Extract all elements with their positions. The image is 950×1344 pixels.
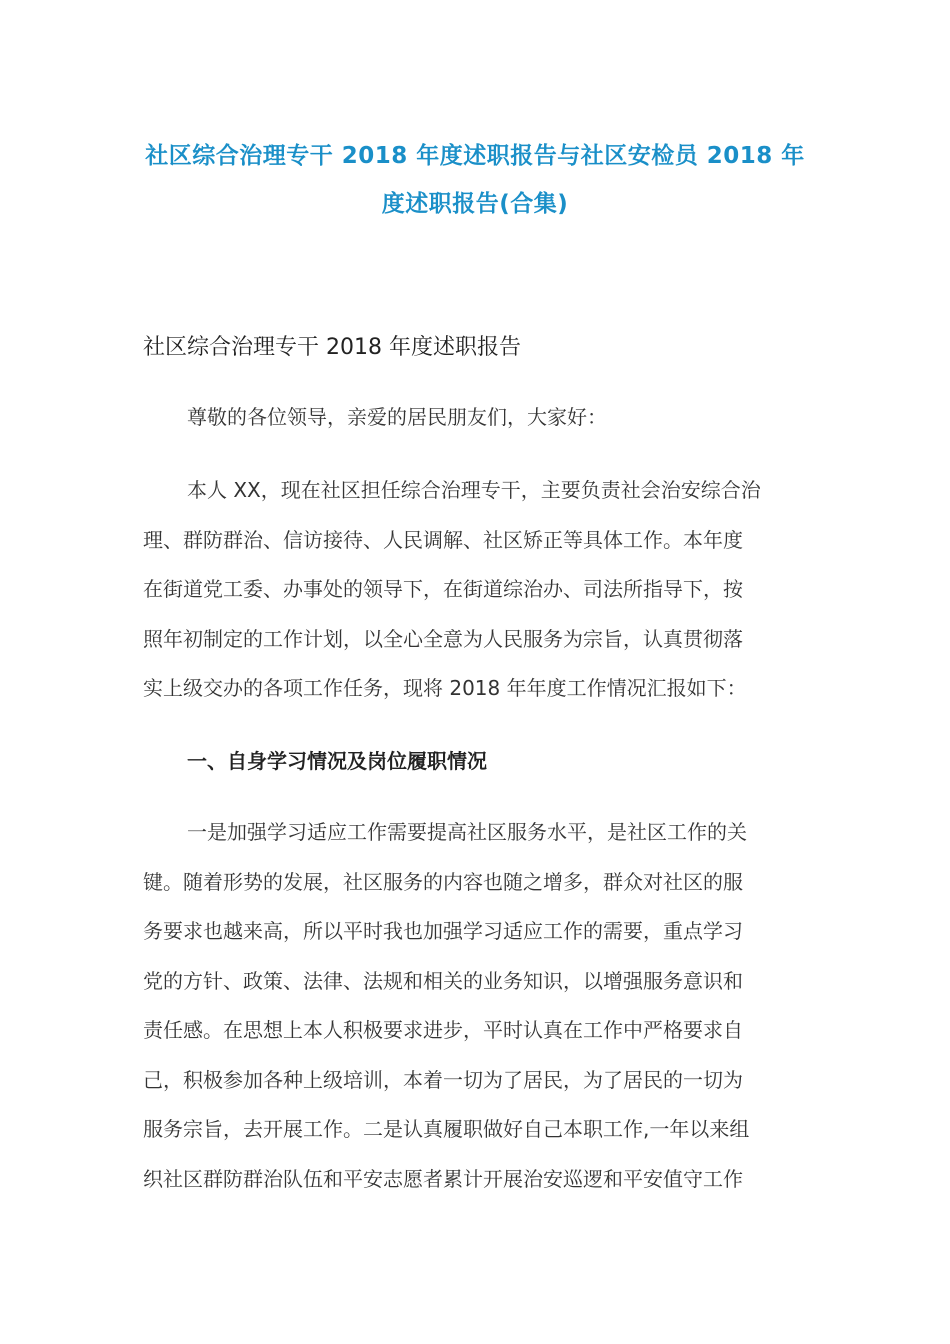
paragraph-2: [143, 808, 808, 1204]
greeting-paragraph: [143, 393, 808, 443]
paragraph-line: 键。随着形势的发展，社区服务的内容也随之增多，群众对社区的服: [143, 869, 743, 894]
greeting-line: 尊敬的各位领导，亲爱的居民朋友们，大家好：: [187, 405, 607, 429]
paragraph-line: 本人 XX，现在社区担任综合治理专干，主要负责社会治安综合治: [187, 478, 761, 502]
subheading-1: 一、自身学习情况及岗位履职情况: [187, 749, 487, 773]
paragraph-line: 责任感。在思想上本人积极要求进步，平时认真在工作中严格要求自: [143, 1018, 743, 1042]
section-heading: 社区综合治理专干 2018 年度述职报告: [143, 335, 521, 360]
paragraph-line: 实上级交办的各项工作任务，现将 2018 年年度工作情况汇报如下：: [143, 676, 747, 700]
paragraph-1: [143, 466, 808, 714]
paragraph-line: 理、群防群治、信访接待、人民调解、社区矫正等具体工作。本年度: [143, 527, 743, 552]
document-title-line-2: 度述职报告(合集): [381, 191, 569, 217]
paragraph-line: 党的方针、政策、法律、法规和相关的业务知识，以增强服务意识和: [143, 968, 743, 993]
paragraph-line: 一是加强学习适应工作需要提高社区服务水平，是社区工作的关: [187, 820, 747, 844]
paragraph-line: 服务宗旨，去开展工作。二是认真履职做好自己本职工作,一年以来组: [143, 1117, 750, 1141]
paragraph-line: 务要求也越来高，所以平时我也加强学习适应工作的需要，重点学习: [143, 919, 743, 943]
paragraph-line: 在街道党工委、办事处的领导下，在街道综治办、司法所指导下，按: [143, 577, 743, 601]
paragraph-line: 照年初制定的工作计划，以全心全意为人民服务为宗旨，认真贯彻落: [143, 626, 743, 651]
paragraph-line: 织社区群防群治队伍和平安志愿者累计开展治安巡逻和平安值守工作: [143, 1166, 743, 1191]
paragraph-line: 己，积极参加各种上级培训，本着一切为了居民，为了居民的一切为: [143, 1067, 743, 1092]
document-title-line-1: 社区综合治理专干 2018 年度述职报告与社区安检员 2018 年: [145, 143, 805, 169]
